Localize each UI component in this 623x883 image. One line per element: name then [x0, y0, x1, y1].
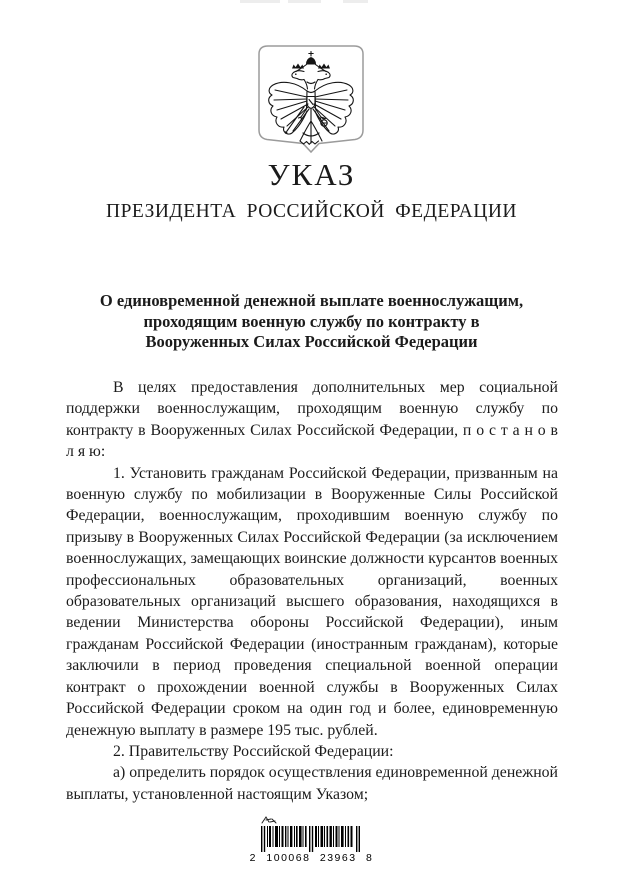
barcode-bars: [261, 826, 363, 852]
barcode: [250, 815, 374, 864]
printer-mark-icon: [260, 815, 278, 825]
subject-line: Вооруженных Силах Российской Федерации: [145, 332, 478, 351]
subject-line: О единовременной денежной выплате военнослужащим,: [99, 291, 524, 310]
paragraph-item-1: 1. Установить гражданам Российской Федерации, призванным на военную службу по мобилизации в Вооруженные Силы Российской Федерации, военнослужащим, проходившим военную службу по призыву в Вооруженных Силах Российской Федерации (за исключением военнослужащих, замещающих воинские должности курсантов военных профессиональных образовательных организаций, военных образовательных организаций высшего образования, находящихся в ведении Министерства обороны Российской Федерации), иным гражданам Российской Федерации (иностранным гражданам), которые заключили в период проведения специальной военной операции контракт о прохождении военной службы в Вооруженных Силах Российской Федерации сроком на один год и более, единовременную денежную выплату в размере 195 тыс. рублей.: [66, 464, 558, 739]
decree-body: [66, 377, 558, 805]
paragraph-item-2: 2. Правительству Российской Федерации:: [113, 742, 394, 760]
barcode-digits: 2 100068 23963 8: [249, 852, 374, 864]
scan-artifact: [288, 0, 321, 3]
coat-of-arms-emblem: [258, 45, 364, 157]
document-title: УКАЗ: [267, 157, 356, 192]
paragraph-preamble: В целях предоставления дополнительных мер социальной поддержки военнослужащим, проходящим военную службу по контракту в Вооруженных Силах Российской Федерации, п о с т а н о в л я ю:: [66, 379, 558, 461]
paragraph-item-2a: а) определить порядок осуществления единовременной денежной выплаты, установленной настоящим Указом;: [66, 764, 559, 803]
scan-artifact: [343, 0, 368, 3]
document-subject: [72, 291, 552, 353]
scan-artifact: [240, 0, 280, 3]
subject-line: проходящим военную службу по контракту в: [143, 311, 480, 331]
document-subtitle: ПРЕЗИДЕНТА РОССИЙСКОЙ ФЕДЕРАЦИИ: [106, 201, 517, 222]
double-headed-eagle-icon: [258, 45, 364, 157]
